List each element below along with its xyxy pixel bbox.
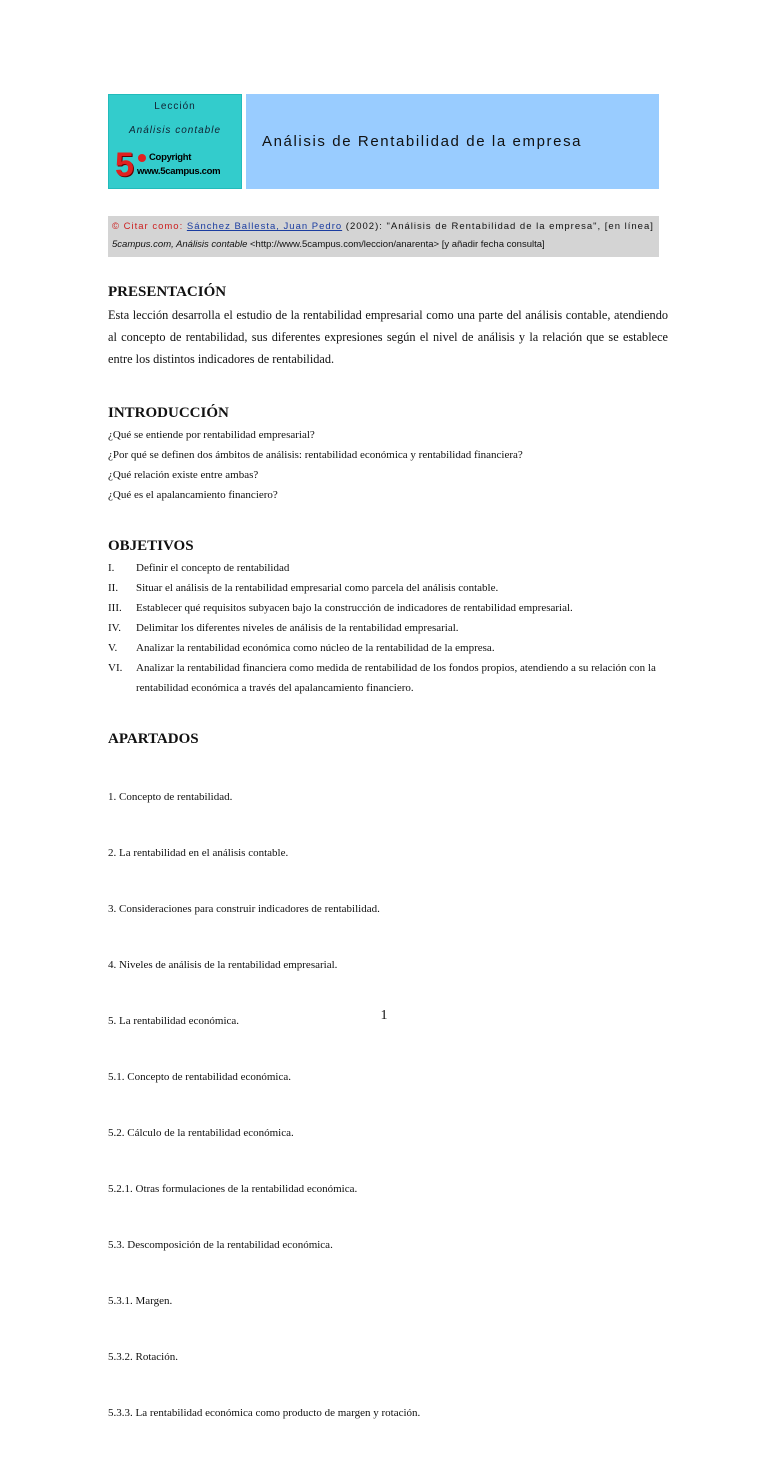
presentacion-text: Esta lección desarrolla el estudio de la rentabilidad empresarial como una parte del análisis contable, atendiendo al concepto de rentabilidad, sus diferentes expresiones según el nivel de análisis y la relación que se establece entre los distintos indicadores de rentabilidad. xyxy=(108,308,668,366)
list-item xyxy=(108,638,668,658)
page-title: Análisis de Rentabilidad de la empresa xyxy=(262,133,583,150)
item-number: III. xyxy=(108,602,122,614)
citation-box xyxy=(108,216,659,257)
logo-url: www.5campus.com xyxy=(137,166,221,177)
presentacion-section xyxy=(108,284,668,370)
list-item: ¿Por qué se definen dos ámbitos de análisis: rentabilidad económica y rentabilidad financiera? xyxy=(108,449,523,461)
5campus-logo[interactable] xyxy=(115,146,243,184)
citation-note: [y añadir fecha consulta] xyxy=(441,239,545,250)
item-number: IV. xyxy=(108,622,121,634)
list-item[interactable]: 4. Niveles de análisis de la rentabilidad empresarial. xyxy=(108,959,338,971)
list-item[interactable]: 5. La rentabilidad económica. xyxy=(108,1015,240,1027)
objectives-list xyxy=(108,558,668,698)
list-item[interactable]: 5.2. Cálculo de la rentabilidad económica. xyxy=(108,1127,294,1139)
logo-number: 5 xyxy=(115,146,134,184)
list-item[interactable]: 5.3. Descomposición de la rentabilidad económica. xyxy=(108,1239,333,1251)
copyright-icon xyxy=(138,154,146,162)
question-list xyxy=(108,425,668,505)
item-text: Delimitar los diferentes niveles de análisis de la rentabilidad empresarial. xyxy=(136,622,459,634)
list-item[interactable]: 3. Consideraciones para construir indicadores de rentabilidad. xyxy=(108,903,380,915)
list-item[interactable]: 5.2.1. Otras formulaciones de la rentabilidad económica. xyxy=(108,1183,358,1195)
item-number: V. xyxy=(108,642,118,654)
subject-label: Análisis contable xyxy=(128,125,222,136)
lesson-header xyxy=(108,94,659,189)
list-item[interactable]: 5.3.2. Rotación. xyxy=(108,1351,178,1363)
item-text: Situar el análisis de la rentabilidad empresarial como parcela del análisis contable. xyxy=(136,582,499,594)
objetivos-heading: OBJETIVOS xyxy=(108,538,194,554)
citation-year-title: (2002): "Análisis de Rentabilidad de la empresa", [en línea] xyxy=(345,221,654,232)
item-number: II. xyxy=(108,582,119,594)
list-item: ¿Qué relación existe entre ambas? xyxy=(108,469,259,481)
logo-copyright: Copyright xyxy=(149,152,192,163)
presentacion-heading: PRESENTACIÓN xyxy=(108,284,227,300)
item-text: Analizar la rentabilidad económica como núcleo de la rentabilidad de la empresa. xyxy=(136,642,495,654)
introduccion-section xyxy=(108,405,668,505)
item-number: VI. xyxy=(108,662,123,674)
page-number: 1 xyxy=(380,1008,388,1023)
header-title-panel xyxy=(246,94,659,189)
list-item[interactable]: 5.3.1. Margen. xyxy=(108,1295,173,1307)
list-item: ¿Qué se entiende por rentabilidad empresarial? xyxy=(108,429,315,441)
item-number: I. xyxy=(108,562,115,574)
list-item[interactable]: 5.1. Concepto de rentabilidad económica. xyxy=(108,1071,291,1083)
list-item xyxy=(108,598,668,618)
author-link[interactable]: Sánchez Ballesta, Juan Pedro xyxy=(186,221,343,232)
list-item[interactable]: 1. Concepto de rentabilidad. xyxy=(108,791,233,803)
item-text: Definir el concepto de rentabilidad xyxy=(136,562,290,574)
list-item[interactable]: 5.3.3. La rentabilidad económica como producto de margen y rotación. xyxy=(108,1407,421,1419)
list-item xyxy=(108,558,668,578)
citation-label: © Citar como: xyxy=(112,221,184,232)
item-text: Analizar la rentabilidad financiera como medida de rentabilidad de los fondos propios, atendiendo a su relación con la rentabilidad económica a través del apalancamiento financiero. xyxy=(136,662,656,694)
list-item[interactable]: 2. La rentabilidad en el análisis contable. xyxy=(108,847,289,859)
citation-url: <http://www.5campus.com/leccion/anarenta> xyxy=(250,239,440,250)
contents-list xyxy=(108,751,668,1459)
apartados-section xyxy=(108,731,668,1459)
citation-site: 5campus.com, Análisis contable xyxy=(112,239,248,250)
objetivos-section xyxy=(108,538,668,698)
header-left-panel xyxy=(108,94,242,189)
list-item xyxy=(108,618,668,638)
apartados-heading: APARTADOS xyxy=(108,731,199,747)
lesson-label: Lección xyxy=(154,101,196,112)
introduccion-heading: INTRODUCCIÓN xyxy=(108,405,229,421)
list-item: ¿Qué es el apalancamiento financiero? xyxy=(108,489,278,501)
list-item xyxy=(108,658,668,698)
list-item xyxy=(108,578,668,598)
item-text: Establecer qué requisitos subyacen bajo la construcción de indicadores de rentabilidad empresarial. xyxy=(136,602,573,614)
